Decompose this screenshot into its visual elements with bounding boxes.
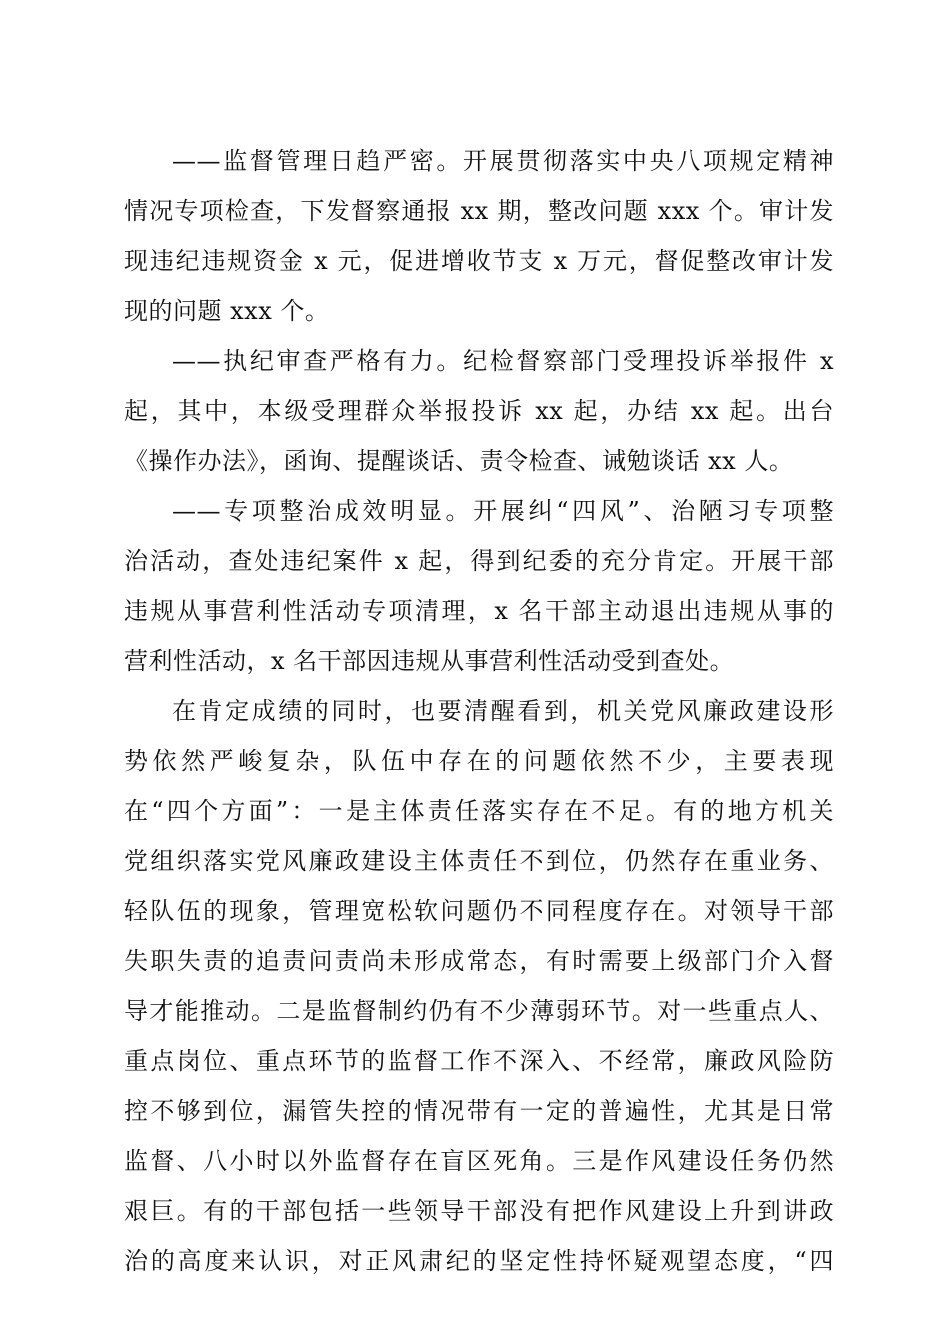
paragraph-supervision-management	[124, 136, 834, 336]
text-line: 势依然严峻复杂，队伍中存在的问题依然不少，主要表现	[124, 747, 834, 775]
text-line: 营利性活动，x 名干部因违规从事营利性活动受到查处。	[124, 647, 735, 675]
text-line: 重点岗位、重点环节的监督工作不深入、不经常，廉政风险防	[124, 1047, 834, 1075]
text-line: 起，其中，本级受理群众举报投诉 xx 起，办结 xx 起。出台	[124, 397, 834, 425]
paragraph-existing-problems	[124, 686, 834, 1286]
text-line: 现的问题 xxx 个。	[124, 297, 330, 325]
text-line: 治的高度来认识，对正风肃纪的坚定性持怀疑观望态度，“四	[124, 1247, 834, 1275]
text-line: 治活动，查处违纪案件 x 起，得到纪委的充分肯定。开展干部	[124, 547, 834, 575]
text-line: 控不够到位，漏管失控的情况带有一定的普遍性，尤其是日常	[124, 1097, 834, 1125]
text-line: 违规从事营利性活动专项清理，x 名干部主动退出违规从事的	[124, 597, 834, 625]
text-line: ——监督管理日趋严密。开展贯彻落实中央八项规定精神	[172, 147, 834, 175]
text-line: 轻队伍的现象，管理宽松软问题仍不同程度存在。对领导干部	[124, 897, 834, 925]
text-line: 《操作办法》，函询、提醒谈话、责令检查、诫勉谈话 xx 人。	[124, 447, 794, 475]
text-line: 情况专项检查，下发督察通报 xx 期，整改问题 xxx 个。审计发	[124, 197, 834, 225]
text-line: 失职失责的追责问责尚未形成常态，有时需要上级部门介入督	[124, 947, 834, 975]
paragraph-special-rectification	[124, 486, 834, 686]
text-line: 党组织落实党风廉政建设主体责任不到位，仍然存在重业务、	[124, 847, 834, 875]
document-body	[124, 136, 834, 1286]
text-line: 现违纪违规资金 x 元，促进增收节支 x 万元，督促整改审计发	[124, 247, 834, 275]
text-line: 艰巨。有的干部包括一些领导干部没有把作风建设上升到讲政	[124, 1197, 834, 1225]
text-line: ——执纪审查严格有力。纪检督察部门受理投诉举报件 x	[172, 347, 834, 375]
text-line: ——专项整治成效明显。开展纠“四风”、治陋习专项整	[172, 497, 834, 525]
text-line: 在肯定成绩的同时，也要清醒看到，机关党风廉政建设形	[172, 697, 834, 725]
text-line: 导才能推动。二是监督制约仍有不少薄弱环节。对一些重点人、	[124, 997, 834, 1025]
text-line: 在“四个方面”：一是主体责任落实存在不足。有的地方机关	[124, 797, 834, 825]
text-line: 监督、八小时以外监督存在盲区死角。三是作风建设任务仍然	[124, 1147, 834, 1175]
paragraph-discipline-review	[124, 336, 834, 486]
